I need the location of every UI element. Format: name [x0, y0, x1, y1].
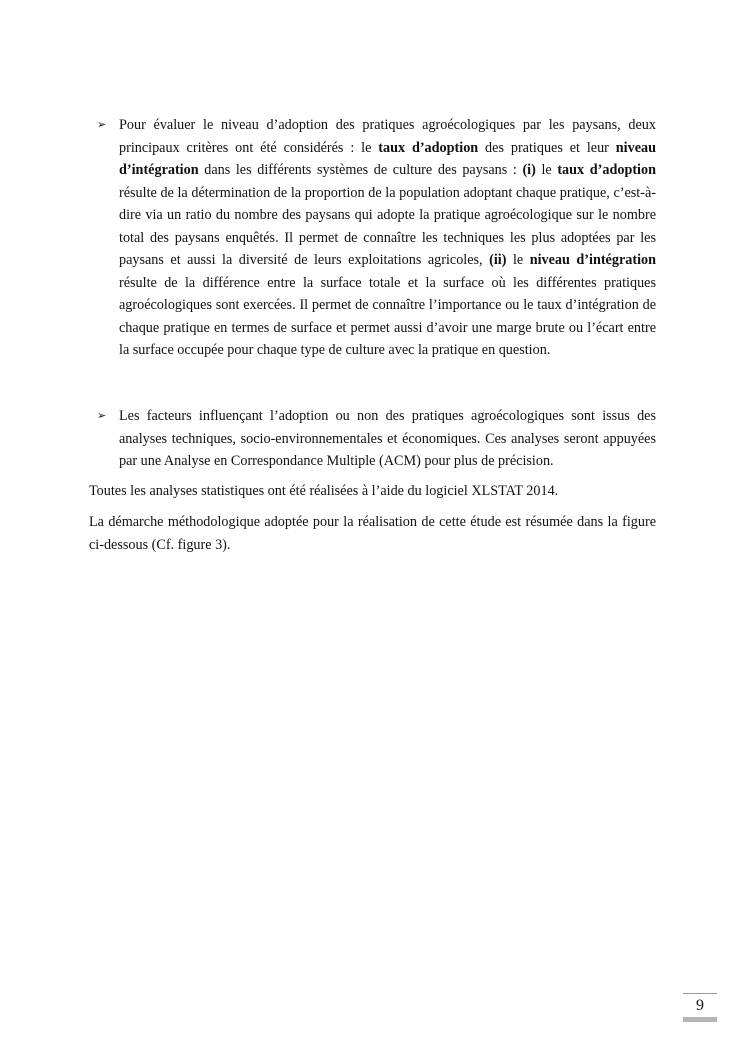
text-run: Pour évaluer le niveau d’adoption des pratiques agroécologiques par les paysans, deux principaux critères ont été considérés : le: [119, 117, 656, 156]
text-run: résulte de la différence entre la surface totale et la surface où les différentes pratiques agroécologiques sont exercées. Il permet de connaître l’importance ou le taux d’intégration de chaque pratique en termes de surface et permet aussi d’avoir une marge brute ou l’écart entre la surface occupée pour chaque type de culture avec la pratique en question.: [119, 274, 656, 358]
text-run: le: [535, 162, 558, 178]
text-run: résulte de la détermination de la proportion de la population adoptant chaque pratique, c’est-à-dire via un ratio du nombre des paysans qui adopte la pratique agroécologique sur le nombre total des paysans enquêtés. Il permet de connaître les techniques les plus adoptées par les paysans et aussi la diversité de leurs exploitations agricoles,: [119, 184, 656, 268]
bold-marker-ii: (ii): [489, 252, 507, 268]
bold-marker-i: (i): [522, 162, 536, 178]
bold-term-taux-adoption: taux d’adoption: [378, 139, 479, 156]
bullet-paragraph-adoption-criteria: [119, 114, 656, 362]
page-number-underline-bar: [683, 1017, 717, 1022]
text-run: le: [506, 252, 530, 268]
page-number: 9: [696, 997, 704, 1014]
paragraph-statistical-analyses: Toutes les analyses statistiques ont été réalisées à l’aide du logiciel XLSTAT 2014.: [89, 483, 559, 499]
paragraph-methodology-summary: La démarche méthodologique adoptée pour la réalisation de cette étude est résumée dans la figure ci-dessous (Cf. figure 3).: [89, 514, 656, 553]
bullet-paragraph-adoption-factors: Les facteurs influençant l’adoption ou non des pratiques agroécologiques sont issus des analyses techniques, socio-environnementales et économiques. Ces analyses seront appuyées par une Analyse en Correspondance Multiple (ACM) pour plus de précision.: [119, 408, 656, 469]
arrow-bullet-icon: ➢: [97, 409, 107, 422]
text-run: des pratiques et leur: [478, 139, 616, 156]
bold-term-niveau-integration: niveau d’intégration: [119, 139, 656, 178]
bold-term-niveau-integration-2: niveau d’intégration: [529, 252, 656, 268]
text-run: dans les différents systèmes de culture des paysans :: [198, 162, 523, 178]
page-number-box: [683, 993, 717, 1017]
arrow-bullet-icon: ➢: [97, 118, 107, 131]
bold-term-taux-adoption-2: taux d’adoption: [557, 162, 656, 178]
